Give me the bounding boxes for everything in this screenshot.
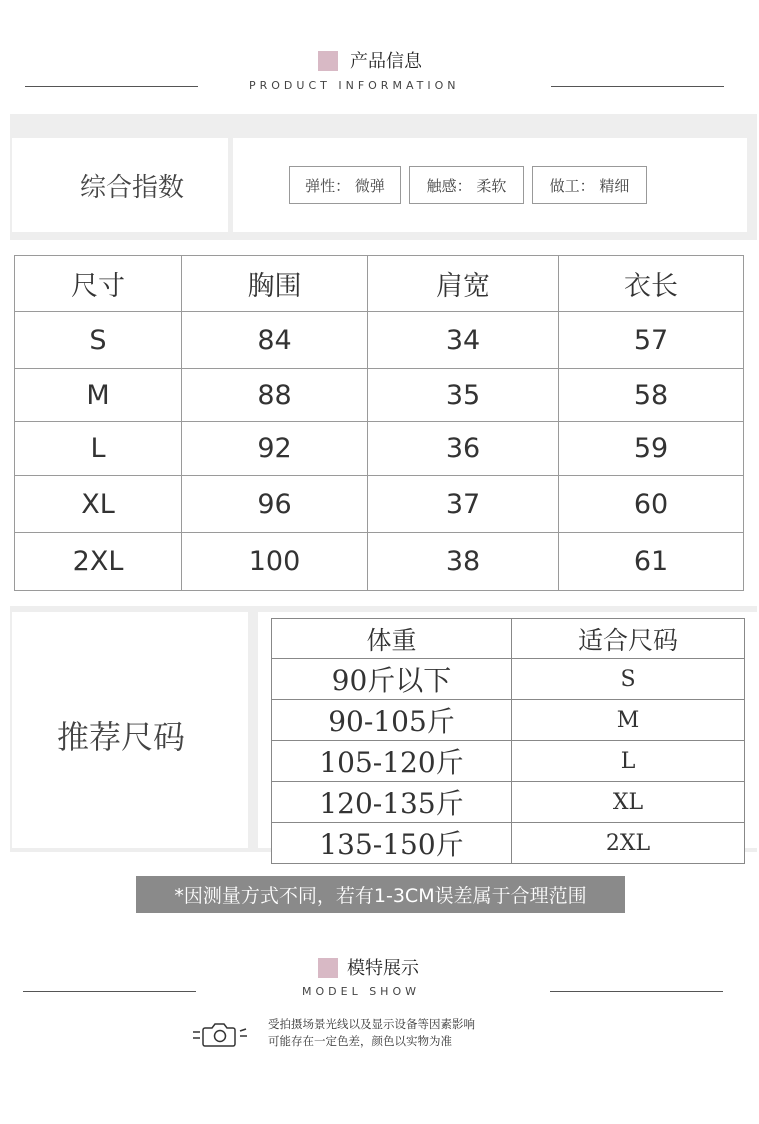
size-cell: M	[15, 369, 182, 422]
size-cell: 2XL	[15, 533, 182, 591]
shoulder-cell: 34	[368, 312, 559, 369]
tag-elasticity: 弹性： 微弹	[289, 166, 401, 204]
divider-right	[551, 86, 724, 87]
table-row	[15, 533, 744, 591]
camera-icon	[190, 1018, 250, 1052]
accent-square	[318, 958, 338, 978]
recommend-label-box	[12, 612, 248, 848]
size-table	[14, 255, 744, 591]
size-cell: XL	[15, 476, 182, 533]
tag-workmanship: 做工： 精细	[532, 166, 647, 204]
shoulder-cell: 35	[368, 369, 559, 422]
measurement-note: *因测量方式不同，若有1-3CM误差属于合理范围	[136, 876, 625, 913]
tag-touch: 触感： 柔软	[409, 166, 524, 204]
size-cell: L	[15, 422, 182, 476]
section-title-model: 模特展示	[347, 958, 419, 979]
chest-cell: 92	[182, 422, 368, 476]
weight-cell: 90-105斤	[272, 700, 512, 741]
table-row	[272, 823, 745, 864]
overall-index-label-box	[12, 138, 228, 232]
size-header-length: 衣长	[559, 256, 744, 312]
table-row	[15, 312, 744, 369]
weight-cell: 120-135斤	[272, 782, 512, 823]
table-row	[272, 700, 745, 741]
table-row	[272, 782, 745, 823]
size-cell: 2XL	[512, 823, 745, 864]
section-subtitle-product: PRODUCT INFORMATION	[249, 79, 460, 92]
chest-cell: 100	[182, 533, 368, 591]
length-cell: 60	[559, 476, 744, 533]
table-row	[15, 476, 744, 533]
table-row	[15, 369, 744, 422]
size-header-shoulder: 肩宽	[368, 256, 559, 312]
disclaimer-line-2: 可能存在一定色差，颜色以实物为准	[268, 1034, 452, 1048]
length-cell: 57	[559, 312, 744, 369]
shoulder-cell: 37	[368, 476, 559, 533]
recommend-header-size: 适合尺码	[512, 619, 745, 659]
size-header-chest: 胸围	[182, 256, 368, 312]
table-row	[272, 741, 745, 782]
chest-cell: 96	[182, 476, 368, 533]
size-cell: S	[512, 659, 745, 700]
overall-index-panel	[10, 114, 757, 240]
size-cell: S	[15, 312, 182, 369]
divider-left	[25, 86, 198, 87]
recommend-header-weight: 体重	[272, 619, 512, 659]
weight-cell: 105-120斤	[272, 741, 512, 782]
section-title-product: 产品信息	[350, 51, 422, 72]
weight-cell: 90斤以下	[272, 659, 512, 700]
table-row	[272, 659, 745, 700]
divider-right	[550, 991, 723, 992]
size-header-size: 尺寸	[15, 256, 182, 312]
overall-index-tags-box	[233, 138, 747, 232]
weight-cell: 135-150斤	[272, 823, 512, 864]
table-row	[15, 422, 744, 476]
length-cell: 61	[559, 533, 744, 591]
size-cell: XL	[512, 782, 745, 823]
section-subtitle-model: MODEL SHOW	[302, 985, 420, 998]
length-cell: 58	[559, 369, 744, 422]
size-cell: L	[512, 741, 745, 782]
divider-left	[23, 991, 196, 992]
chest-cell: 88	[182, 369, 368, 422]
recommend-table	[271, 618, 745, 864]
length-cell: 59	[559, 422, 744, 476]
size-cell: M	[512, 700, 745, 741]
accent-square	[318, 51, 338, 71]
overall-index-label: 综合指数	[80, 173, 185, 203]
disclaimer-line-1: 受拍摄场景光线以及显示设备等因素影响	[268, 1017, 475, 1031]
shoulder-cell: 36	[368, 422, 559, 476]
recommend-label: 推荐尺码	[57, 718, 186, 756]
chest-cell: 84	[182, 312, 368, 369]
shoulder-cell: 38	[368, 533, 559, 591]
